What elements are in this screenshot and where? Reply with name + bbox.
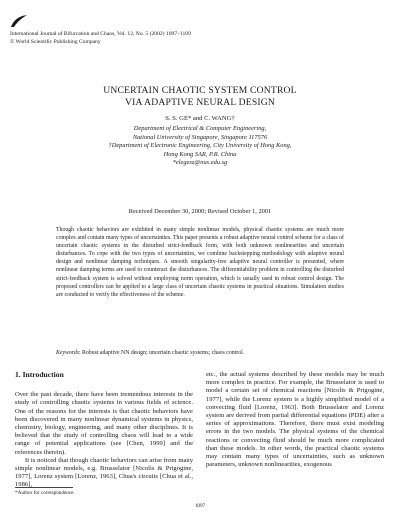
publisher-logo <box>10 14 28 28</box>
publisher-copyright: © World Scientific Publishing Company <box>10 38 101 45</box>
keywords-label: Keywords <box>56 350 79 356</box>
body-column-right <box>206 371 384 469</box>
body-column-left <box>15 371 193 490</box>
title-line-2: VIA ADAPTIVE NEURAL DESIGN <box>124 97 276 108</box>
affiliation-line: Hong Kong SAR, P.R. China <box>163 150 237 158</box>
affiliations <box>0 125 400 168</box>
section-heading: 1. Introduction <box>15 370 64 379</box>
footnote-rule <box>15 487 73 488</box>
received-dates: Received December 30, 2000; Revised October 1, 2001 <box>128 208 272 215</box>
affiliation-line: Department of Electrical & Computer Engineering, <box>133 125 267 132</box>
abstract: Though chaotic behaviors are exhibited in many simple nonlinear models, physical chaotic systems are much more complex and contain many types of uncertainties. This paper presents a robust adaptive neural control scheme for a class of uncertain chaotic systems in the disturbed strict-feedback form, with both unknown nonlinearities and uncertain disturbances. To cope with the two types of uncertainties, we combine backstepping methodology with adaptive neural design and nonlinear damping techniques. A smooth singularity-free adaptive neural controller is presented, where nonlinear damping terms are used to counteract the disturbances. The differentiability problem in controlling the disturbed strict-feedback system is solved without employing norm operation, which is usually used in robust control design. The proposed controllers can be applied to a large class of uncertain chaotic systems in practical situations. Simulation studies are conducted to verify the effectiveness of the scheme. <box>56 227 344 298</box>
body-paragraph: It is noticed that though chaotic behaviors can arise from many simple nonlinear models, e.g. Brusselator [Nicolis & Prigogine, 1977], Lorenz system [Lorenz, 1963], Chua's circuits [Chua et al., 1986], <box>15 456 193 489</box>
page-number: 1097 <box>194 503 206 509</box>
journal-citation: International Journal of Bifurcation and Chaos, Vol. 12, No. 5 (2002) 1097–1109 <box>10 31 191 37</box>
body-paragraph: Over the past decade, there have been tremendous interests in the study of controlling chaotic systems in various fields of science. One of the reasons for the interests is that chaotic behaviors have been discovered in many nonlinear dynamical systems in physics, chemistry, biology, engineering, and many other disciplines. It is believed that the study of controlling chaos will lead to a wide range of potential applications (see [Chen, 1999] and the references therein). <box>15 391 193 456</box>
paper-title <box>0 85 400 109</box>
footnote: *Author for correspondence. <box>15 490 75 496</box>
body-paragraph: etc., the actual systems described by these models may be much more complex in practice. For example, the Brusselator is used to model a certain set of chemical reactions [Nicolis & Prigogine, 1977], while the Lorenz system is a highly simplified model of a convecting fluid [Lorenz, 1963]. Both Brusselator and Lorenz system are derived from partial differential equations (PDE) after a series of approximations. Therefore, there must exist modeling errors in the two models. The physical systems of the chemical reactions or convecting fluid should be much more complicated than these models. In other words, the practical chaotic systems may contain many types of uncertainties, such as unknown parameters, unknown nonlinearities, exogenous <box>206 371 384 469</box>
affiliation-line: National University of Singapore, Singapore 117576 <box>132 133 268 141</box>
affiliation-line: †Department of Electronic Engineering, City University of Hong Kong, <box>108 142 292 149</box>
title-line-1: UNCERTAIN CHAOTIC SYSTEM CONTROL <box>103 85 297 96</box>
author-list: S. S. GE* and C. WANG† <box>165 115 235 122</box>
author-email: *elegesz@nus.edu.sg <box>172 159 228 166</box>
journal-header <box>10 31 191 46</box>
keywords-text: : Robust adaptive NN design; uncertain chaotic systems; chaos control. <box>78 350 245 356</box>
keywords <box>56 350 344 356</box>
